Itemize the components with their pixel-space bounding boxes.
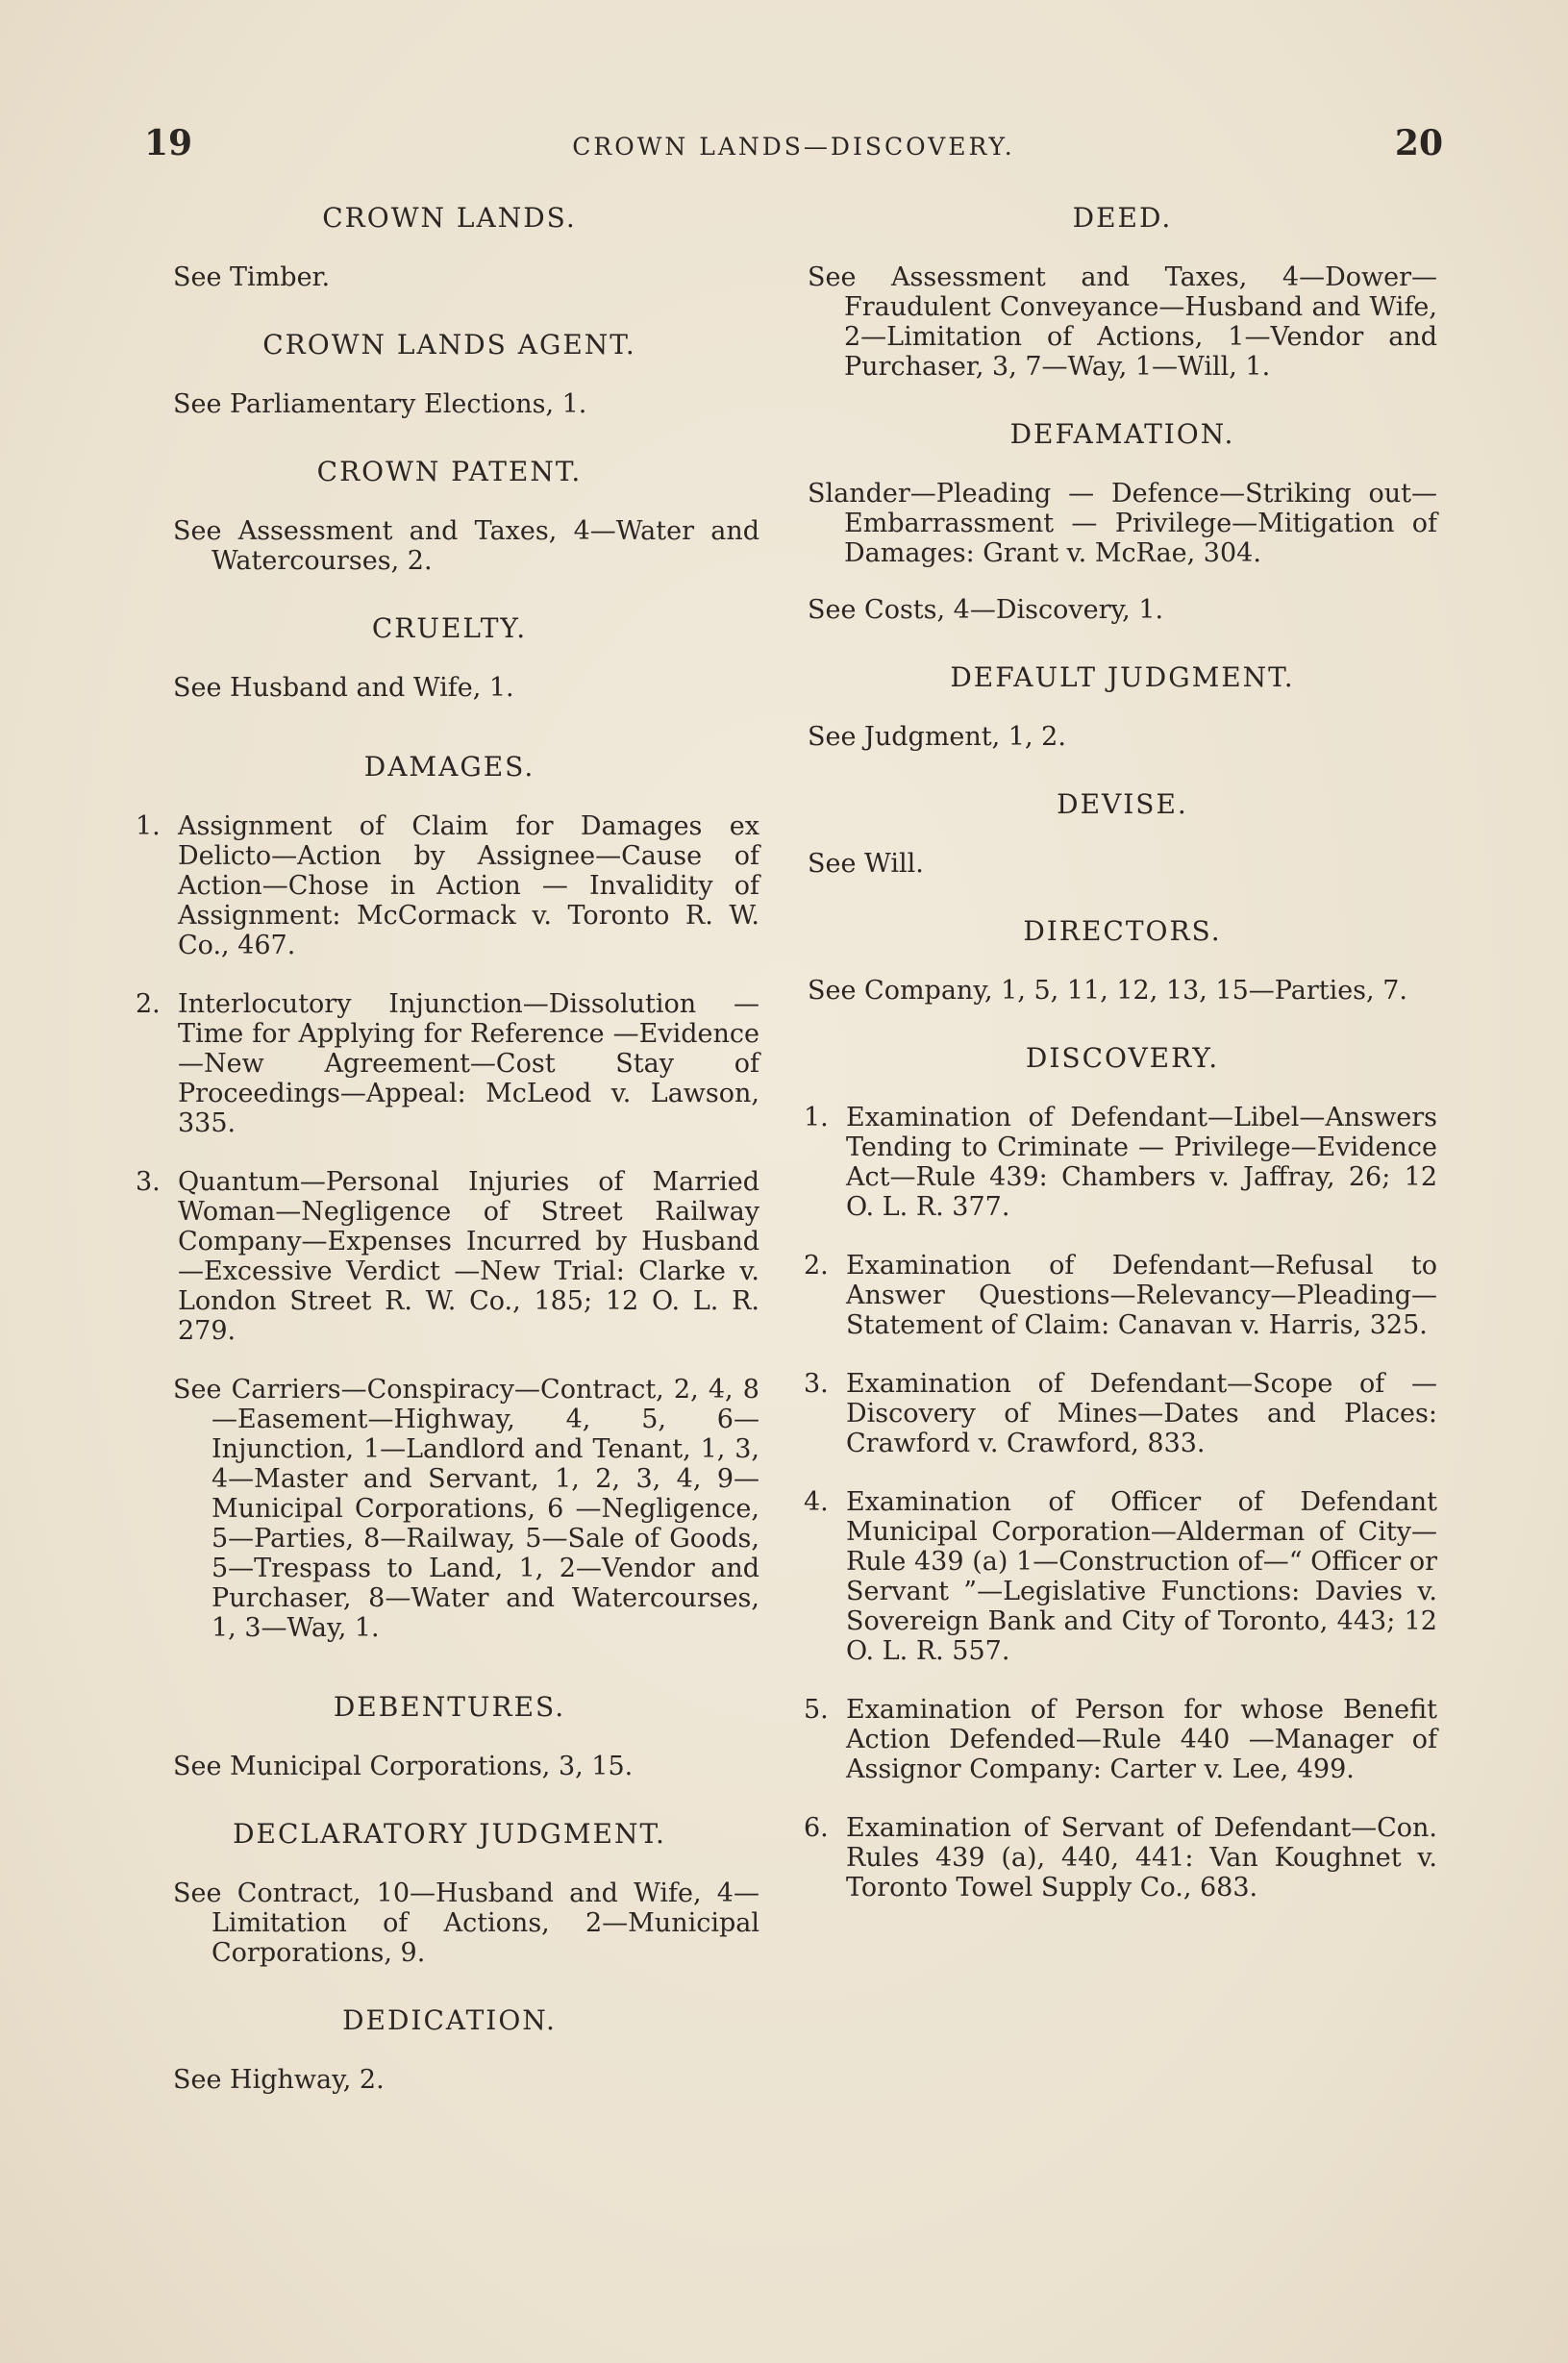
entry-text: Interlocutory Injunction—Dissolution —Time for Applying for Reference —Evidence—New Agreement—Cost Stay of Proceedings—Appeal: McLeod v. Lawson, 335. bbox=[178, 989, 759, 1138]
entry-damages-3 bbox=[136, 1167, 759, 1346]
heading-crown-patent: CROWN PATENT. bbox=[316, 456, 583, 487]
heading-deed: DEED. bbox=[1072, 202, 1173, 234]
xref-declaratory-judgment: See Contract, 10—Husband and Wife, 4—Limitation of Actions, 2—Municipal Corporations, 9. bbox=[173, 1878, 759, 1968]
entry-number: 2. bbox=[136, 989, 161, 1019]
xref-debentures: See Municipal Corporations, 3, 15. bbox=[173, 1752, 634, 1781]
entry-discovery-3 bbox=[804, 1369, 1437, 1458]
entry-damages-2 bbox=[136, 989, 759, 1138]
page-number-right: 20 bbox=[1394, 123, 1443, 163]
entry-text: Examination of Defendant—Refusal to Answer Questions—Relevancy—Pleading—Statement of Claim: Canavan v. Harris, 325. bbox=[846, 1251, 1437, 1340]
xref-deed: See Assessment and Taxes, 4—Dower—Fraudulent Conveyance—Husband and Wife, 2—Limitation of Actions, 1—Vendor and Purchaser, 3, 7—Way, 1—Will, 1. bbox=[808, 262, 1437, 382]
entry-number: 6. bbox=[804, 1813, 829, 1843]
heading-damages: DAMAGES. bbox=[363, 751, 535, 783]
xref-default-judgment: See Judgment, 1, 2. bbox=[808, 722, 1066, 752]
defamation-text: Slander—Pleading — Defence—Striking out—Embarrassment — Privilege—Mitigation of Damages: Grant v. McRae, 304. bbox=[808, 479, 1437, 568]
heading-cruelty: CRUELTY. bbox=[371, 612, 528, 644]
entry-text: Examination of Defendant—Scope of —Discovery of Mines—Dates and Places: Crawford v. Crawford, 833. bbox=[846, 1369, 1437, 1458]
xref-crown-patent: See Assessment and Taxes, 4—Water and Watercourses, 2. bbox=[173, 516, 759, 576]
page-number-left: 19 bbox=[144, 123, 193, 163]
entry-number: 2. bbox=[804, 1251, 829, 1281]
entry-text: Assignment of Claim for Damages ex Delicto—Action by Assignee—Cause of Action—Chose in Action — Invalidity of Assignment: McCormack v. Toronto R. W. Co., 467. bbox=[178, 811, 759, 960]
entry-text: Examination of Officer of Defendant Municipal Corporation—Alderman of City—Rule 439 (a) 1—Construction of—“ Officer or Servant ”—Legislative Functions: Davies v. Sovereign Bank and City of Toronto, 443; 12 O. L. R. 557. bbox=[846, 1487, 1437, 1666]
xref-crown-lands: See Timber. bbox=[173, 262, 331, 292]
entry-number: 1. bbox=[136, 811, 161, 841]
left-column bbox=[136, 202, 759, 2131]
heading-discovery: DISCOVERY. bbox=[1025, 1042, 1220, 1074]
entry-damages-1 bbox=[136, 811, 759, 960]
heading-crown-lands-agent: CROWN LANDS AGENT. bbox=[262, 329, 636, 361]
entry-discovery-2 bbox=[804, 1251, 1437, 1340]
xref-dedication: See Highway, 2. bbox=[173, 2065, 385, 2095]
heading-default-judgment: DEFAULT JUDGMENT. bbox=[950, 661, 1295, 693]
heading-directors: DIRECTORS. bbox=[1023, 915, 1222, 947]
running-head bbox=[144, 123, 1443, 171]
entry-number: 1. bbox=[804, 1103, 829, 1132]
xref-cruelty: See Husband and Wife, 1. bbox=[173, 673, 514, 703]
heading-crown-lands: CROWN LANDS. bbox=[322, 202, 577, 234]
right-column bbox=[804, 202, 1437, 1931]
heading-debentures: DEBENTURES. bbox=[333, 1691, 566, 1723]
entry-number: 4. bbox=[804, 1487, 829, 1517]
entry-text: Examination of Servant of Defendant—Con. Rules 439 (a), 440, 441: Van Koughnet v. Toronto Towel Supply Co., 683. bbox=[846, 1813, 1437, 1903]
entry-text: Examination of Defendant—Libel—Answers Tending to Criminate — Privilege—Evidence Act—Rule 439: Chambers v. Jaffray, 26; 12 O. L. R. 377. bbox=[846, 1103, 1437, 1222]
xref-devise: See Will. bbox=[808, 849, 924, 879]
entry-number: 5. bbox=[804, 1695, 829, 1725]
entry-text: Examination of Person for whose Benefit Action Defended—Rule 440 —Manager of Assignor Company: Carter v. Lee, 499. bbox=[846, 1695, 1437, 1784]
entry-discovery-1 bbox=[804, 1103, 1437, 1222]
xref-defamation: See Costs, 4—Discovery, 1. bbox=[808, 595, 1164, 625]
xref-damages: See Carriers—Conspiracy—Contract, 2, 4, 8—Easement—Highway, 4, 5, 6—Injunction, 1—Landlord and Tenant, 1, 3, 4—Master and Servant, 1, 2, 3, 4, 9—Municipal Corporations, 6 —Negligence, 5—Parties, 8—Railway, 5—Sale of Goods, 5—Trespass to Land, 1, 2—Vendor and Purchaser, 8—Water and Watercourses, 1, 3—Way, 1. bbox=[173, 1375, 759, 1643]
running-title: CROWN LANDS—DISCOVERY. bbox=[572, 133, 1015, 161]
entry-number: 3. bbox=[136, 1167, 161, 1197]
heading-dedication: DEDICATION. bbox=[342, 2004, 557, 2036]
entry-discovery-6 bbox=[804, 1813, 1437, 1903]
entry-discovery-4 bbox=[804, 1487, 1437, 1666]
xref-directors: See Company, 1, 5, 11, 12, 13, 15—Parties, 7. bbox=[808, 976, 1407, 1006]
entry-text: Quantum—Personal Injuries of Married Woman—Negligence of Street Railway Company—Expenses Incurred by Husband—Excessive Verdict —New Trial: Clarke v. London Street R. W. Co., 185; 12 O. L. R. 279. bbox=[178, 1167, 759, 1346]
heading-declaratory-judgment: DECLARATORY JUDGMENT. bbox=[233, 1818, 666, 1850]
heading-devise: DEVISE. bbox=[1057, 788, 1188, 820]
heading-defamation: DEFAMATION. bbox=[1009, 418, 1235, 450]
entry-number: 3. bbox=[804, 1369, 829, 1399]
xref-crown-lands-agent: See Parliamentary Elections, 1. bbox=[173, 389, 587, 419]
entry-discovery-5 bbox=[804, 1695, 1437, 1784]
